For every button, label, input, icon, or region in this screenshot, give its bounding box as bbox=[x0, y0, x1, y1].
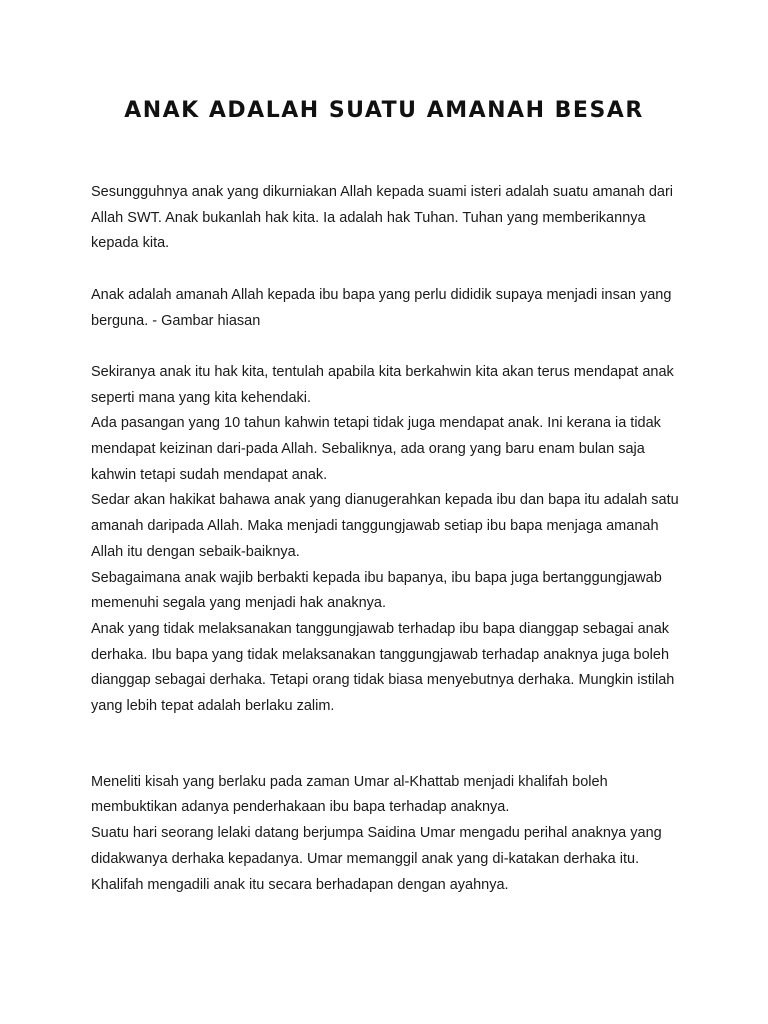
paragraph-spacer bbox=[91, 720, 691, 770]
paragraph-spacer bbox=[91, 257, 691, 283]
paragraph: Ada pasangan yang 10 tahun kahwin tetapi tidak juga mendapat anak. Ini kerana ia tidak mendapat keizinan dari-pada Allah. Sebaliknya, ada orang yang baru enam bulan saja kahwin tetapi sudah mendapat anak. bbox=[91, 415, 661, 483]
paragraph: Sekiranya anak itu hak kita, tentulah apabila kita berkahwin kita akan terus mendapat anak seperti mana yang kita kehendaki. bbox=[91, 363, 674, 406]
document-body bbox=[91, 180, 691, 898]
paragraph-spacer bbox=[91, 334, 691, 360]
page-title: ANAK ADALAH SUATU AMANAH BESAR bbox=[124, 98, 644, 123]
paragraph: Suatu hari seorang lelaki datang berjumpa Saidina Umar mengadu perihal anaknya yang didakwanya derhaka kepadanya. Umar memanggil anak yang di-katakan derhaka itu. Khalifah mengadili anak itu secara berhadapan dengan ayahnya. bbox=[91, 825, 662, 893]
paragraph: Anak adalah amanah Allah kepada ibu bapa yang perlu dididik supaya menjadi insan yang berguna. - Gambar hiasan bbox=[91, 286, 672, 329]
paragraph: Sebagaimana anak wajib berbakti kepada ibu bapanya, ibu bapa juga bertanggungjawab memenuhi segala yang menjadi hak anaknya. bbox=[91, 569, 662, 612]
paragraph: Anak yang tidak melaksanakan tanggungjawab terhadap ibu bapa dianggap sebagai anak derhaka. Ibu bapa yang tidak melaksanakan tanggungjawab terhadap anaknya juga boleh dianggap sebagai derhaka. Tetapi orang tidak biasa menyebutnya derhaka. Mungkin istilah yang lebih tepat adalah berlaku zalim. bbox=[91, 620, 675, 715]
paragraph: Sesungguhnya anak yang dikurniakan Allah kepada suami isteri adalah suatu amanah dari Allah SWT. Anak bukanlah hak kita. Ia adalah hak Tuhan. Tuhan yang memberikannya kepada kita. bbox=[91, 184, 674, 252]
paragraph: Sedar akan hakikat bahawa anak yang dianugerahkan kepada ibu dan bapa itu adalah satu amanah daripada Allah. Maka menjadi tanggungjawab setiap ibu bapa menjaga amanah Allah itu dengan sebaik-baiknya. bbox=[91, 492, 679, 560]
paragraph: Meneliti kisah yang berlaku pada zaman Umar al-Khattab menjadi khalifah boleh membuktikan adanya penderhakaan ibu bapa terhadap anaknya. bbox=[91, 773, 608, 816]
